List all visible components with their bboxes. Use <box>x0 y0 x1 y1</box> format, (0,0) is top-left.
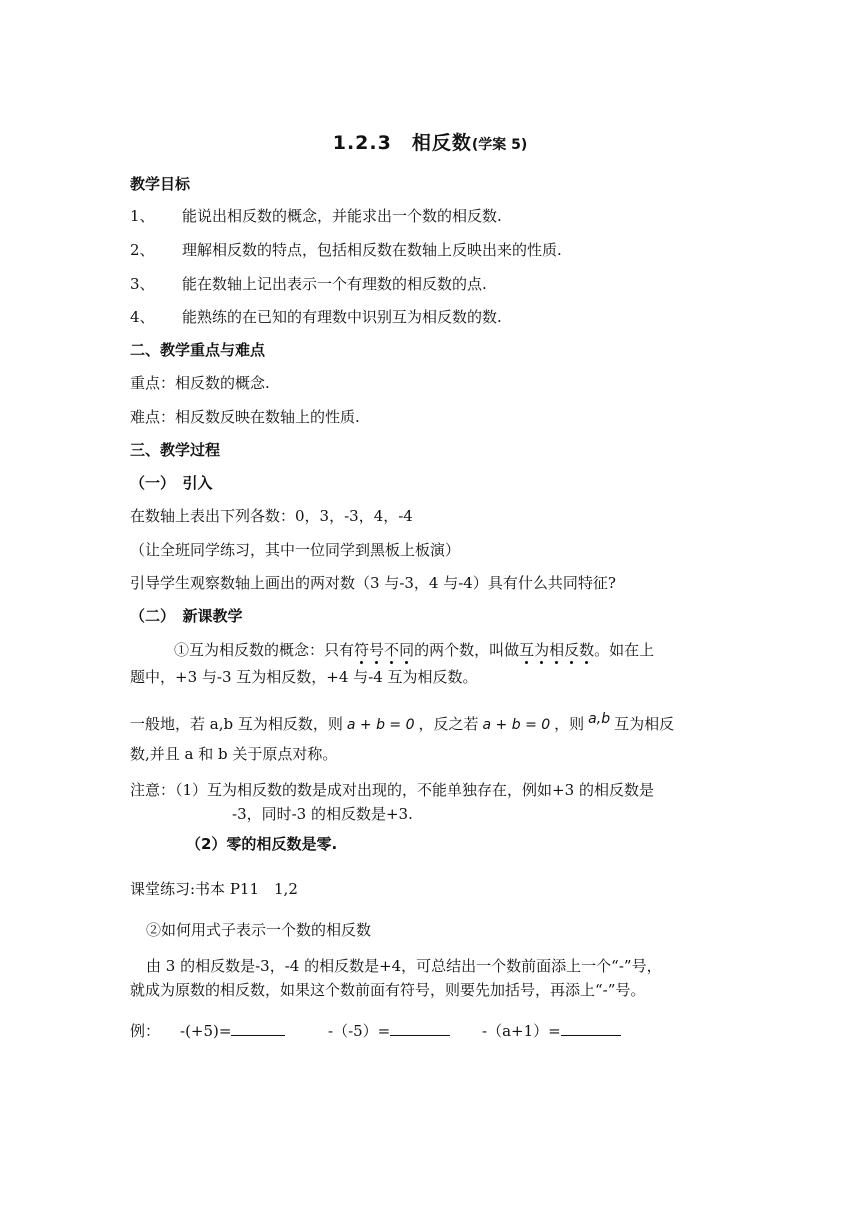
note-line-2: -3，同时-3 的相反数是+3. <box>232 805 413 823</box>
note-2: （2）零的相反数是零. <box>186 835 338 853</box>
emphasis-dotted-1: 符号不同 <box>354 641 415 659</box>
goal-text: 能在数轴上记出表示一个有理数的相反数的点. <box>182 275 487 293</box>
example-label: 例： <box>130 1022 161 1040</box>
focus-key: 重点：相反数的概念. <box>130 374 270 392</box>
example-3 <box>482 1021 621 1041</box>
goal-number: 4、 <box>130 308 155 326</box>
example-expr: -（a+1）= <box>482 1022 561 1040</box>
part1-line-3: 引导学生观察数轴上画出的两对数（3 与-3，4 与-4）具有什么共同特征? <box>130 574 616 592</box>
general-text: 互为相反 <box>614 715 675 733</box>
goal-text: 能熟练的在已知的有理数中识别互为相反数的数. <box>182 308 502 326</box>
title-main: 1.2.3 相反数 <box>332 132 472 154</box>
goal-item-4 <box>130 307 502 327</box>
goal-text: 理解相反数的特点，包括相反数在数轴上反映出来的性质. <box>182 241 562 259</box>
part1-heading: （一） 引入 <box>130 474 213 492</box>
concept-line-2: 题中，+3 与-3 互为相反数，+4 与-4 互为相反数。 <box>130 668 478 686</box>
general-text: ，反之若 <box>418 715 479 733</box>
example-expr: -(+5)= <box>180 1022 232 1040</box>
goal-number: 1、 <box>130 207 155 225</box>
answer-blank <box>231 1021 285 1036</box>
goal-number: 2、 <box>130 241 155 259</box>
example-expr: -（-5）= <box>328 1022 391 1040</box>
part1-line-2: （让全班同学练习，其中一位同学到黑板上板演） <box>130 541 461 559</box>
concept-text: 的两个数，叫做 <box>414 641 520 659</box>
goal-item-3 <box>130 274 487 294</box>
focus-heading: 二、教学重点与难点 <box>130 341 266 359</box>
goal-item-1 <box>130 206 502 226</box>
concept-text: ①互为相反数的概念：只有 <box>174 641 355 659</box>
goal-item-2 <box>130 240 562 260</box>
title-sub: (学案 5) <box>471 137 528 153</box>
answer-blank <box>390 1021 450 1036</box>
page-title <box>0 128 860 155</box>
note-1-text: （1）互为相反数的数是成对出现的，不能单独存在，例如+3 的相反数是 <box>175 781 654 799</box>
answer-blank <box>561 1021 621 1036</box>
variables-ab: a,b <box>588 711 611 727</box>
emphasis-dotted-2: 互为相反数 <box>519 641 595 659</box>
process-heading: 三、教学过程 <box>130 441 221 459</box>
general-line-2: 数,并且 a 和 b 关于原点对称。 <box>130 745 338 763</box>
concept-line-1 <box>174 640 654 660</box>
note-label: 注意： <box>130 781 176 799</box>
goal-text: 能说出相反数的概念，并能求出一个数的相反数. <box>182 207 502 225</box>
part1-line-1: 在数轴上表出下列各数：0，3，-3，4，-4 <box>130 507 413 525</box>
equation-1: a + b = 0 <box>346 717 415 733</box>
example-2 <box>328 1021 450 1041</box>
concept-text: 。如在上 <box>594 641 655 659</box>
goal-number: 3、 <box>130 275 155 293</box>
rule-line-2: 就成为原数的相反数，如果这个数前面有符号，则要先加括号，再添上“-”号。 <box>130 981 646 999</box>
general-text: 一般地，若 a,b 互为相反数，则 <box>130 715 343 733</box>
practice-line: 课堂练习:书本 P11 1,2 <box>130 880 298 898</box>
part2-heading: （二） 新课教学 <box>130 607 243 625</box>
equation-2: a + b = 0 <box>482 717 551 733</box>
goals-heading: 教学目标 <box>130 175 191 193</box>
note-line-1 <box>130 780 654 800</box>
general-line-1 <box>130 711 675 735</box>
example-1 <box>180 1021 285 1041</box>
focus-hard: 难点：相反数反映在数轴上的性质. <box>130 408 360 426</box>
rule-line-1: 由 3 的相反数是-3，-4 的相反数是+4，可总结出一个数前面添上一个“-”号， <box>146 957 662 975</box>
general-text: ，则 <box>554 715 585 733</box>
subsection-2: ②如何用式子表示一个数的相反数 <box>146 921 372 939</box>
